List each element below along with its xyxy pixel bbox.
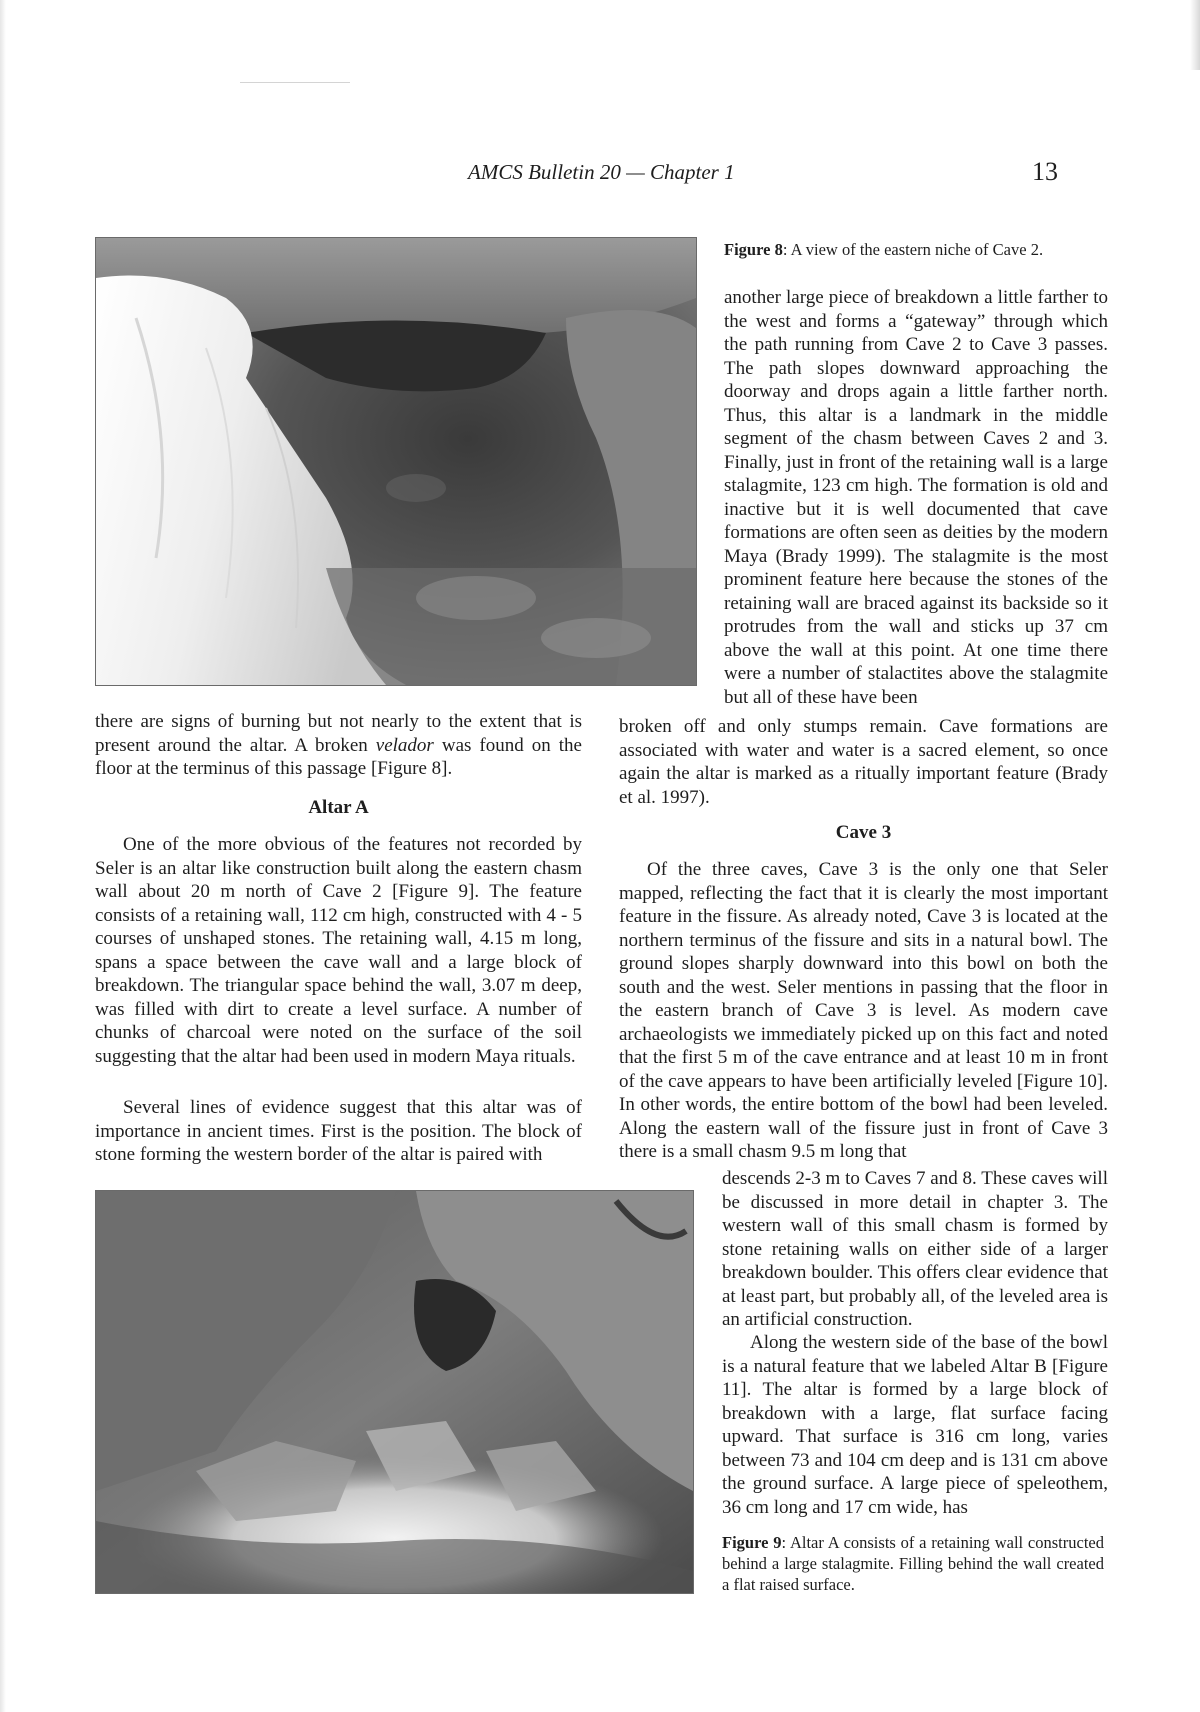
paragraph-cave-3-narrow: descends 2-3 m to Caves 7 and 8. These caves will be discussed in more detail in chapter 3. The western wall of this small chasm is formed by stone retaining walls on either side of a larger breakdown boulder. This offers clear evidence that at least part, but probably all, of the leveled area is an artificial construction. [722,1168,1108,1330]
page-header [0,157,1200,190]
heading-altar-a: Altar A [308,797,369,818]
figure-8-image [96,238,696,685]
scan-edge-left [0,0,6,1712]
paragraph-velador-text-a: there are signs of burning but not nearly to the extent that is present around the altar. A broken [95,711,582,756]
paragraph-gateway-end: broken off and only stumps remain. Cave formations are associated with water and water is a sacred element, so once again the altar is marked as a ritually important feature (Brady et al. 1997). [619,716,1108,808]
figure-9-caption-text: : Altar A consists of a retaining wall constructed behind a large stalagmite. Filling behind the wall created a flat raised surface. [722,1533,1104,1594]
running-head: AMCS Bulletin 20 — Chapter 1 [468,160,735,184]
figure-9-caption [722,1532,1104,1595]
paragraph-altar-a-1: One of the more obvious of the features not recorded by Seler is an altar like construction built along the eastern chasm wall about 20 m north of Cave 2 [Figure 9]. The feature consists of a retaining wall, 112 cm high, constructed with 4 - 5 courses of unshaped stones. The retaining wall, 4.15 m long, spans a space between the cave wall and a large block of breakdown. The triangular space behind the wall, 3.07 m deep, was filled with dirt to create a level surface. A number of chunks of charcoal were noted on the surface of the soil suggesting that the altar had been used in modern Maya rituals. [95,834,582,1067]
figure-9-photo [95,1190,694,1594]
figure-8-caption [724,239,1124,261]
paragraph-gateway: another large piece of breakdown a little farther to the west and forms a “gateway” through which the path running from Cave 2 to Cave 3 passes. The path slopes downward approaching the doorway and drops again a little farther north. Thus, this altar is a landmark in the middle segment of the chasm between Caves 2 and 3. Finally, just in front of the retaining wall is a large stalagmite, 123 cm high. The formation is old and inactive but it is well documented that cave formations are often seen as deities by the modern Maya (Brady 1999). The stalagmite is the most prominent feature here because the stones of the retaining wall are braced against its backside so it protrudes from the wall and sticks up 37 cm above the wall at this point. At one time there were a number of stalactites above the stalagmite but all of these have been [724,287,1108,708]
scan-mark [240,82,350,83]
heading-cave-3: Cave 3 [835,822,892,843]
paragraph-velador [95,710,582,781]
page-number: 13 [1032,157,1058,186]
paragraph-velador-text-b: was found on the floor at the terminus of this passage [Figure 8]. [95,734,582,779]
figure-9-image [96,1191,693,1593]
paragraph-altar-b: Along the western side of the base of the bowl is a natural feature that we labeled Altar B [Figure 11]. The altar is formed by a large block of breakdown with a large, flat surface facing upward. That surface is 316 cm long, varies between 73 and 104 cm deep and is 131 cm above the ground surface. A large piece of speleothem, 36 cm long and 17 cm wide, has [722,1332,1108,1518]
scan-edge-right [1190,0,1200,70]
paragraph-altar-a-2: Several lines of evidence suggest that this altar was of importance in ancient times. First is the position. The block of stone forming the western border of the altar is paired with [95,1097,582,1165]
figure-8-photo [95,237,697,686]
figure-8-label: Figure 8 [724,240,783,259]
paragraph-cave-3-full: Of the three caves, Cave 3 is the only one that Seler mapped, reflecting the fact that it is clearly the most important feature in the fissure. As already noted, Cave 3 is located at the northern terminus of the fissure and sits in a natural bowl. The ground slopes sharply downward into this bowl on both the south and the west. Seler mentions in passing that the floor in the eastern branch of Cave 3 is level. As modern cave archaeologists we immediately picked up on this fact and noted that the first 5 m of the cave entrance and at least 10 m in front of the cave appears to have been artificially leveled [Figure 10]. In other words, the entire bottom of the bowl had been leveled. Along the eastern wall of the fissure just in front of Cave 3 there is a small chasm 9.5 m long that [619,859,1108,1162]
term-velador: velador [375,734,434,756]
figure-8-caption-text: : A view of the eastern niche of Cave 2. [782,240,1044,259]
figure-9-label: Figure 9 [722,1533,782,1552]
